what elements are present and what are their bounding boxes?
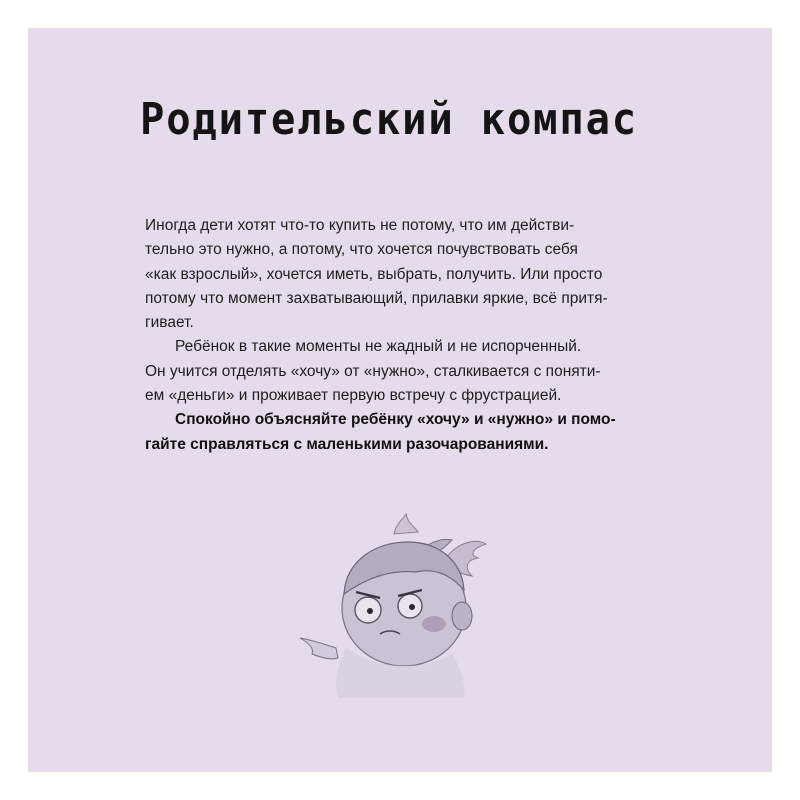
paragraph-1-line-3: «как взрослый», хочется иметь, выбрать, получить. Или просто — [145, 265, 603, 283]
blush — [422, 616, 446, 632]
paragraph-1-line-4: потому что момент захватывающий, прилавки яркие, всё притя- — [145, 289, 608, 307]
book-page — [28, 28, 772, 772]
paragraph-2-line-3: ем «деньги» и проживает первую встречу с фрустрацией. — [145, 387, 562, 405]
page-title: Родительский компас — [140, 94, 639, 145]
child-illustration — [276, 498, 526, 698]
paragraph-1-line-1: Иногда дети хотят что-то купить не потому, что им действи- — [145, 217, 575, 234]
paragraph-1-line-5: гивает. — [145, 314, 194, 332]
ear — [452, 602, 472, 630]
paragraph-2-line-1: Ребёнок в такие моменты не жадный и не испорченный. — [175, 338, 582, 356]
paragraph-3-line-2: гайте справляться с маленькими разочарованиями. — [145, 435, 549, 453]
body-text — [145, 214, 625, 457]
paragraph-1-line-2: тельно это нужно, а потому, что хочется почувствовать себя — [145, 241, 578, 259]
paragraph-3-line-1: Спокойно объясняйте ребёнку «хочу» и «нужно» и помо- — [175, 411, 616, 429]
hair-tuft — [394, 514, 418, 534]
paragraph-2-line-2: Он учится отделять «хочу» от «нужно», сталкивается с поняти- — [145, 362, 601, 380]
pointing-hand — [300, 638, 338, 659]
